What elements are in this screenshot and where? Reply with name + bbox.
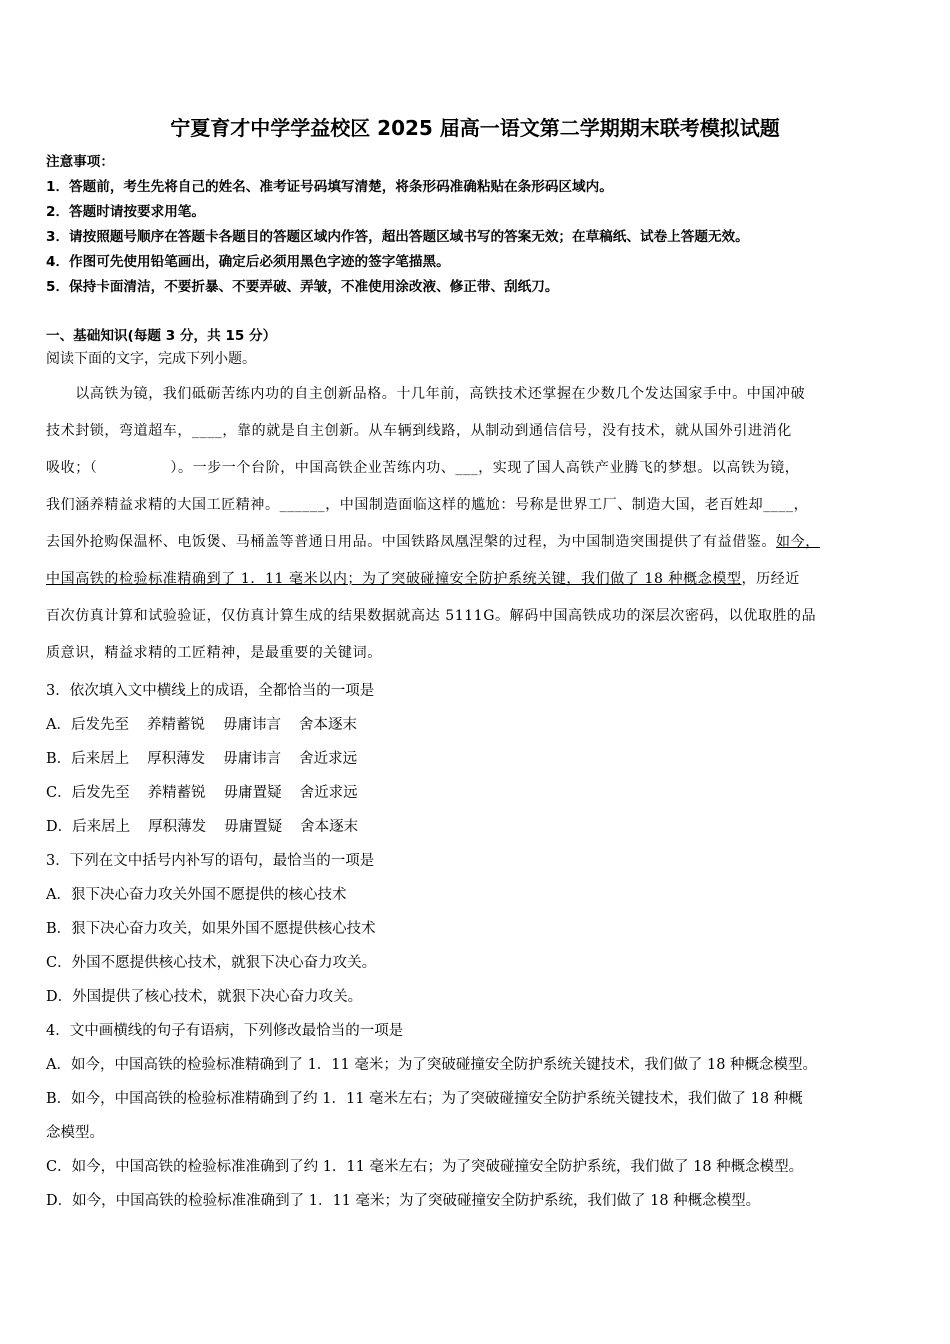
underlined-sentence: 中国高铁的检验标准精确到了 1．11 毫米以内；为了突破碰撞安全防护系统关键，我们做了 18 种概念模型: [46, 571, 742, 587]
option-text: 厚积薄发: [148, 819, 207, 835]
section-heading: 一、基础知识(每题 3 分，共 15 分）: [46, 328, 277, 344]
passage-text: 去国外抢购保温杯、电饭煲、马桶盖等普通日用品。中国铁路凤凰涅槃的过程，为中国制造突围提供了有益借鉴。: [46, 534, 776, 550]
underlined-sentence: 如今，: [776, 534, 820, 550]
option-text: 养精蓄锐: [146, 717, 205, 733]
option-text: C．后发先至: [46, 785, 130, 801]
passage-line: [46, 561, 906, 598]
option-text: 舍近求远: [299, 785, 358, 801]
option-text: 毋庸置疑: [223, 785, 282, 801]
option-text: 毋庸讳言: [223, 751, 282, 767]
passage-text: ，历经近: [741, 571, 800, 587]
page-title: 宁夏育才中学学益校区 2025 届高一语文第二学期期末联考模拟试题: [170, 116, 780, 140]
option-b: B．如今，中国高铁的检验标准精确到了约 1．11 毫米左右；为了突破碰撞安全防护系统关键技术，我们做了 18 种概: [46, 1091, 803, 1107]
reading-instruction: 阅读下面的文字，完成下列小题。: [46, 351, 256, 367]
question-stem: 3．下列在文中括号内补写的语句，最恰当的一项是: [46, 853, 375, 869]
option-text: A．后发先至: [46, 717, 129, 733]
note-item: 4．作图可先使用铅笔画出，确定后必须用黑色字迹的签字笔描黑。: [46, 254, 450, 270]
passage-line: 以高铁为镜，我们砥砺苦练内功的自主创新品格。十几年前，高铁技术还掌握在少数几个发达国家手中。中国冲破: [46, 386, 806, 402]
notes-heading: 注意事项：: [46, 154, 114, 170]
reading-passage: [46, 376, 906, 672]
option-d: D．如今，中国高铁的检验标准准确到了 1．11 毫米；为了突破碰撞安全防护系统，我们做了 18 种概念模型。: [46, 1193, 761, 1209]
option-a: A．如今，中国高铁的检验标准精确到了 1．11 毫米；为了突破碰撞安全防护系统关键技术，我们做了 18 种概念模型。: [46, 1057, 818, 1073]
passage-line: [46, 524, 906, 561]
option-text: 毋庸讳言: [222, 717, 281, 733]
option-text: 舍本逐末: [300, 819, 359, 835]
passage-line: 吸收；（ ）。一步一个台阶，中国高铁企业苦练内功、___，实现了国人高铁产业腾飞的梦想。以高铁为镜，: [46, 460, 800, 476]
note-item: 5．保持卡面清洁，不要折暴、不要弄破、弄皱，不准使用涂改液、修正带、刮纸刀。: [46, 279, 559, 295]
note-item: 3．请按照题号顺序在答题卡各题目的答题区域内作答，超出答题区域书写的答案无效；在草稿纸、试卷上答题无效。: [46, 229, 749, 245]
option-b-continued: 念模型。: [46, 1125, 104, 1141]
note-item: 2．答题时请按要求用笔。: [46, 204, 205, 220]
option-c: C．外国不愿提供核心技术，就狠下决心奋力攻关。: [46, 955, 377, 971]
passage-line: 技术封锁，弯道超车，____，靠的就是自主创新。从车辆到线路，从制动到通信信号，没有技术，就从国外引进消化: [46, 423, 792, 439]
note-item: 1．答题前，考生先将自己的姓名、准考证号码填写清楚，将条形码准确粘贴在条形码区域内。: [46, 179, 613, 195]
passage-line: 百次仿真计算和试验验证，仅仿真计算生成的结果数据就高达 5111G。解码中国高铁成功的深层次密码，以优取胜的品: [46, 608, 817, 624]
questions: [46, 674, 916, 1218]
option-d: [46, 810, 916, 844]
option-text: 舍本逐末: [298, 717, 357, 733]
passage-line: 质意识，精益求精的工匠精神，是最重要的关键词。: [46, 645, 382, 661]
notes-block: [46, 150, 916, 300]
option-b: B．狠下决心奋力攻关，如果外国不愿提供核心技术: [46, 921, 376, 937]
option-a: [46, 708, 916, 742]
option-text: 厚积薄发: [147, 751, 206, 767]
option-a: A．狠下决心奋力攻关外国不愿提供的核心技术: [46, 887, 347, 903]
option-b: [46, 742, 916, 776]
option-d: D．外国提供了核心技术，就狠下决心奋力攻关。: [46, 989, 363, 1005]
option-c: C．如今，中国高铁的检验标准准确到了约 1．11 毫米左右；为了突破碰撞安全防护系统，我们做了 18 种概念模型。: [46, 1159, 804, 1175]
question-stem: 4．文中画横线的句子有语病，下列修改最恰当的一项是: [46, 1023, 404, 1039]
option-c: [46, 776, 916, 810]
option-text: 舍近求远: [299, 751, 358, 767]
option-text: 养精蓄锐: [147, 785, 206, 801]
option-text: D．后来居上: [46, 819, 131, 835]
option-text: 毋庸置疑: [224, 819, 283, 835]
question-stem: 3．依次填入文中横线上的成语，全都恰当的一项是: [46, 683, 375, 699]
passage-line: 我们涵养精益求精的大国工匠精神。______，中国制造面临这样的尴尬：号称是世界工厂、制造大国，老百姓却____，: [46, 497, 809, 513]
option-text: B．后来居上: [46, 751, 130, 767]
